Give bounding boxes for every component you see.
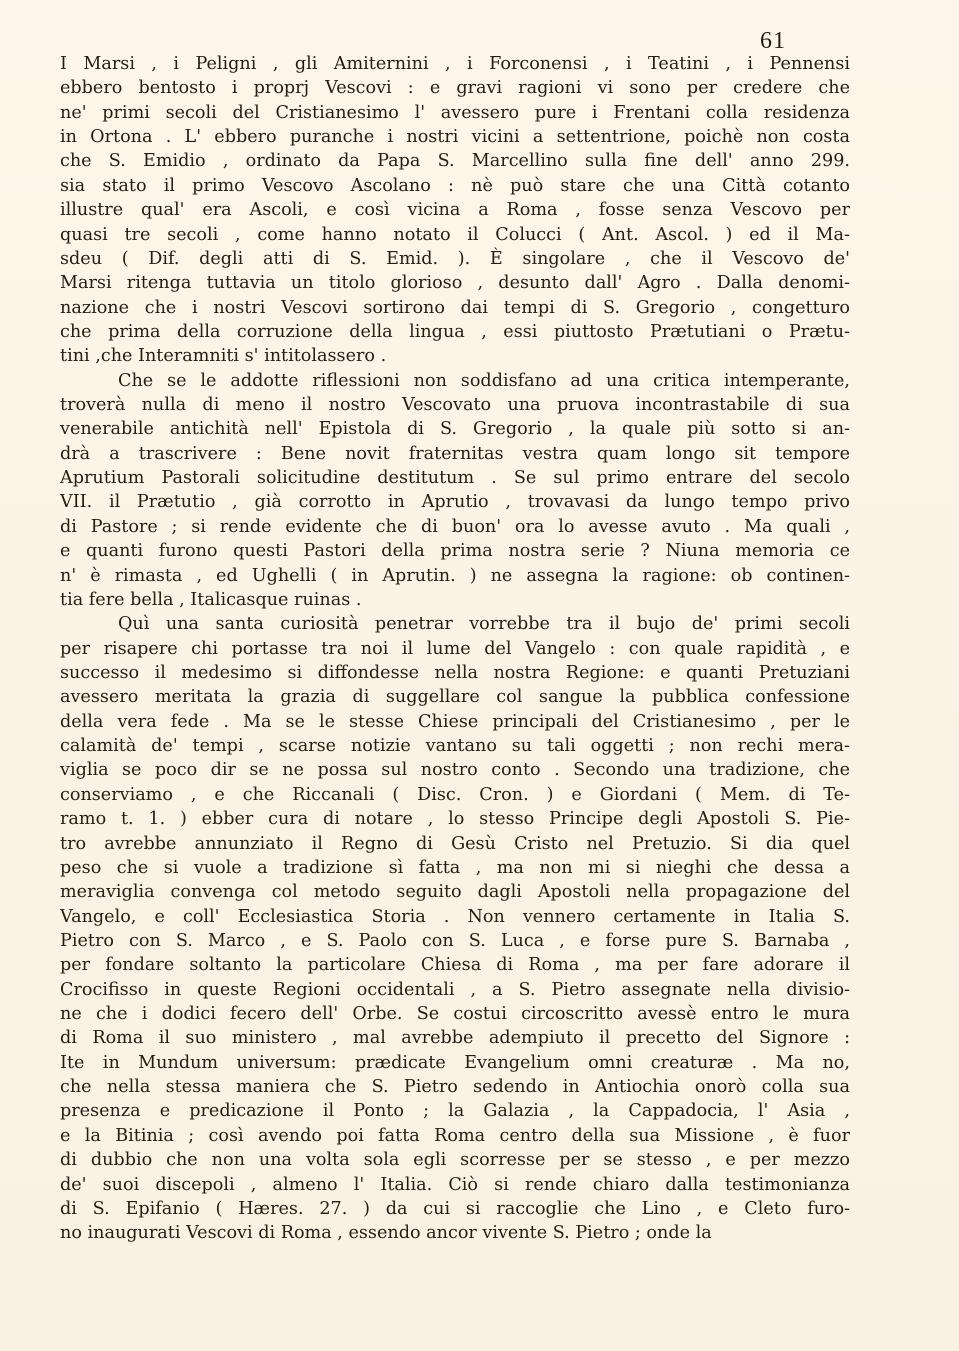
text-line: quasi tre secoli , come hanno notato il Colucci ( Ant. Ascol. ) ed il Ma- xyxy=(60,224,850,245)
text-line: Pietro con S. Marco , e S. Paolo con S. Luca , e forse pure S. Barnaba , xyxy=(60,930,850,951)
text-line: di dubbio che non una volta sola egli scorresse per se stesso , e per mezzo xyxy=(60,1150,850,1171)
text-line: in Ortona . L' ebbero puranche i nostri vicini a settentrione, poichè non costa xyxy=(60,127,850,148)
text-line: successo il medesimo si diffondesse nella nostra Regione: e quanti Pretuziani xyxy=(60,662,850,683)
text-line: Quì una santa curiosità penetrar vorrebbe tra il bujo de' primi secoli xyxy=(118,614,850,635)
text-line: per risapere chi portasse tra noi il lume del Vangelo : con quale rapidità , e xyxy=(60,638,850,659)
text-line: ne che i dodici fecero dell' Orbe. Se costui circoscritto avessè entro le mura xyxy=(60,1004,850,1025)
text-line: no inaugurati Vescovi di Roma , essendo ancor vivente S. Pietro ; onde la xyxy=(60,1223,712,1244)
text-line: Ite in Mundum universum: prædicate Evangelium omni creaturæ . Ma no, xyxy=(60,1052,850,1073)
text-line: venerabile antichità nell' Epistola di S. Gregorio , la quale più sotto si an- xyxy=(60,419,850,440)
text-line: tro avrebbe annunziato il Regno di Gesù Cristo nel Pretuzio. Si dia quel xyxy=(60,833,850,854)
text-line: presenza e predicazione il Ponto ; la Galazia , la Cappadocia, l' Asia , xyxy=(60,1101,850,1122)
text-line: di Roma il suo ministero , mal avrebbe adempiuto il precetto del Signore : xyxy=(60,1028,850,1049)
text-line: avessero meritata la grazia di suggellare col sangue la pubblica confessione xyxy=(60,687,850,708)
page-number: 61 xyxy=(760,28,786,54)
text-line: Che se le addotte riflessioni non soddisfano ad una critica intemperante, xyxy=(118,370,850,391)
text-line: peso che si vuole a tradizione sì fatta , ma non mi si nieghi che dessa a xyxy=(60,857,850,878)
text-line: che nella stessa maniera che S. Pietro sedendo in Antiochia onorò colla sua xyxy=(60,1077,850,1098)
text-line: Aprutium Pastorali solicitudine destitutum . Se sul primo entrare del secolo xyxy=(60,468,850,489)
text-line: che prima della corruzione della lingua , essi piuttosto Prætutiani o Prætu- xyxy=(60,321,850,342)
text-line: ramo t. 1. ) ebber cura di notare , lo stesso Principe degli Apostoli S. Pie- xyxy=(60,809,850,830)
text-line: calamità de' tempi , scarse notizie vantano su tali oggetti ; non rechi mera- xyxy=(60,736,850,757)
text-line: nazione che i nostri Vescovi sortirono dai tempi di S. Gregorio , congetturo xyxy=(60,297,850,318)
text-line: Vangelo, e coll' Ecclesiastica Storia . Non vennero certamente in Italia S. xyxy=(60,906,850,927)
text-line: drà a trascrivere : Bene novit fraternitas vestra quam longo sit tempore xyxy=(60,443,850,464)
text-line: per fondare soltanto la particolare Chiesa di Roma , ma per fare adorare il xyxy=(60,955,850,976)
text-line: conserviamo , e che Riccanali ( Disc. Cron. ) e Giordani ( Mem. di Te- xyxy=(60,784,850,805)
text-line: viglia se poco dir se ne possa sul nostro conto . Secondo una tradizione, che xyxy=(60,760,850,781)
text-line: de' suoi discepoli , almeno l' Italia. Ciò si rende chiaro dalla testimonianza xyxy=(60,1174,850,1195)
text-line: tia fere bella , Italicasque ruinas . xyxy=(60,589,362,610)
body-text xyxy=(60,52,850,1246)
text-line: illustre qual' era Ascoli, e così vicina a Roma , fosse senza Vescovo per xyxy=(60,200,850,221)
text-line: troverà nulla di meno il nostro Vescovato una pruova incontrastabile di sua xyxy=(60,395,850,416)
text-line: e la Bitinia ; così avendo poi fatta Roma centro della sua Missione , è fuor xyxy=(60,1125,850,1146)
text-line: sdeu ( Dif. degli atti di S. Emid. ). È singolare , che il Vescovo de' xyxy=(60,248,850,269)
text-line: della vera fede . Ma se le stesse Chiese principali del Cristianesimo , per le xyxy=(60,711,850,732)
text-line: che S. Emidio , ordinato da Papa S. Marcellino sulla fine dell' anno 299. xyxy=(60,151,850,172)
text-line: tini ,che Interamniti s' intitolassero . xyxy=(60,346,387,367)
text-line: Marsi ritenga tuttavia un titolo glorioso , desunto dall' Agro . Dalla denomi- xyxy=(60,273,850,294)
text-line: di Pastore ; si rende evidente che di buon' ora lo avesse avuto . Ma quali , xyxy=(60,516,850,537)
text-line: e quanti furono questi Pastori della prima nostra serie ? Niuna memoria ce xyxy=(60,541,850,562)
text-line: ne' primi secoli del Cristianesimo l' avessero pure i Frentani colla residenza xyxy=(60,102,850,123)
text-line: di S. Epifanio ( Hæres. 27. ) da cui si raccoglie che Lino , e Cleto furo- xyxy=(60,1198,850,1219)
text-line: Crocifisso in queste Regioni occidentali , a S. Pietro assegnate nella divisio- xyxy=(60,979,850,1000)
text-line: I Marsi , i Peligni , gli Amiternini , i Forconensi , i Teatini , i Pennensi xyxy=(60,54,850,74)
text-line: sia stato il primo Vescovo Ascolano : nè può stare che una Città cotanto xyxy=(60,175,850,196)
text-line: VII. il Prætutio , già corrotto in Aprutio , trovavasi da lungo tempo privo xyxy=(60,492,850,513)
text-line: n' è rimasta , ed Ughelli ( in Aprutin. ) ne assegna la ragione: ob continen- xyxy=(60,565,850,586)
text-line: meraviglia convenga col metodo seguito dagli Apostoli nella propagazione del xyxy=(60,882,850,903)
text-line: ebbero bentosto i proprj Vescovi : e gravi ragioni vi sono per credere che xyxy=(60,78,850,99)
